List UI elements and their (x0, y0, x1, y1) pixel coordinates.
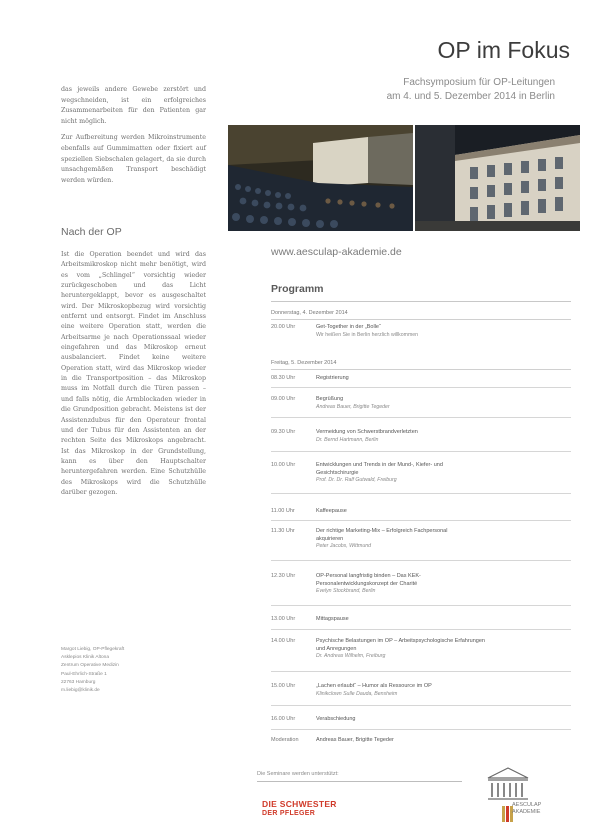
schedule-title: Mittagspause (316, 616, 349, 622)
author-line: Margot Liebig, OP-Pflegekraft (61, 647, 125, 652)
building-photo (415, 125, 580, 231)
schedule-content (316, 573, 476, 596)
subtitle-line: am 4. und 5. Dezember 2014 in Berlin (386, 91, 555, 102)
author-line: Zentrum Operative Medizin (61, 663, 119, 669)
schedule-content (316, 508, 571, 516)
schedule-content (316, 375, 571, 383)
schedule-title: Entwicklungen und Trends in der Mund-, Kiefer- und Gesichtschirurgie (316, 462, 443, 476)
schedule-speaker: Dr. Andreas Wilhelm, Freiburg (316, 653, 386, 660)
schedule-content (316, 462, 451, 485)
sponsor-note: Die Seminare werden unterstützt: (257, 771, 339, 777)
schedule-speaker: Peter Jacobs, Wittmund (316, 543, 372, 550)
author-line: 22763 Hamburg (61, 679, 96, 685)
schedule-speaker: Prof. Dr. Dr. Ralf Gutwald, Freiburg (316, 477, 397, 484)
schedule-title: Kaffeepause (316, 508, 347, 514)
moderator-names: Andreas Bauer, Brigitte Tegeder (316, 737, 394, 743)
divider (271, 369, 571, 370)
schedule-time: 12.30 Uhr (271, 573, 296, 579)
schedule-title: Registrierung (316, 375, 349, 381)
left-intro-text (61, 85, 206, 192)
schedule-content (316, 737, 571, 745)
schedule-speaker: Dr. Bernd Hartmann, Berlin (316, 436, 379, 443)
divider (271, 671, 571, 672)
schedule-time: 13.00 Uhr (271, 616, 296, 622)
divider (271, 319, 571, 320)
author-info (61, 646, 206, 695)
page-title: OP im Fokus (437, 37, 570, 63)
schedule-content (316, 396, 571, 411)
schedule-title: „Lachen erlaubt“ – Humor als Ressource im OP (316, 683, 432, 689)
subtitle-line: Fachsymposium für OP-Leitungen (403, 77, 555, 88)
day-block-friday (271, 360, 571, 370)
moderation-label: Moderation (271, 737, 299, 743)
friday-schedule-list (271, 375, 571, 755)
divider (271, 705, 571, 706)
schedule-time: 08.30 Uhr (271, 375, 296, 381)
schedule-title: Verabschiedung (316, 716, 356, 722)
left-body-text (61, 250, 206, 498)
schedule-time: 11.00 Uhr (271, 508, 295, 514)
body-paragraph: Ist die Operation beendet und wird das Arbeitsmikroskop nicht mehr benötigt, wird es vom „Schlingel“ vorsichtig wieder zurückgeschoben und das Licht heruntergeklappt, bevor es ausgeschaltet wird. Der Mikroskopbezug wird vorsichtig entfernt und entsorgt. Findet im Anschluss eine weitere Operation statt, werden die Arbeitsarme je nach Operationssaal wieder eingefahren und das Mikroskop erneut ausbalanciert. Findet keine weitere Operation statt, wird das Mikroskop wieder in die Transportposition – das Mikroskop muss im Notfall durch die Türen passen – und falls nötig, die Armblockaden wieder in die Grundposition gebracht. Meistens ist der Assistenzdubus für den Operateur frontal und der Tubus für den Assistenten an der rechten Seite des Mikroskops angebracht. Ist das Mikroskop in der Grundstellung, kann es über den Hauptschalter heruntergefahren werden. Eine Schutzhülle des Mikroskops wird die Schutzhülle darüber gezogen. (61, 251, 206, 496)
schedule-speaker: Andreas Bauer, Brigitte Tegeder (316, 403, 390, 410)
logo-line: DER PFLEGER (262, 810, 316, 817)
intro-paragraph-1: das jeweils andere Gewebe zerstört und wegschneiden, ist ein erfolgreiches Zusammenarbeiten für den Patienten gar nicht möglich. (61, 86, 206, 125)
author-email: m.liebig@klinik.de (61, 688, 100, 694)
schedule-content (316, 616, 571, 624)
divider (271, 629, 571, 630)
schedule-row (271, 324, 571, 342)
schedule-time: 11.30 Uhr (271, 528, 295, 534)
schedule-title: Psychische Belastungen im OP – Arbeitspsychologische Erfahrungen und Anregungen (316, 638, 485, 652)
schedule-time: 09.00 Uhr (271, 396, 296, 402)
day-block-thursday (271, 310, 571, 338)
intro-paragraph-2: Zur Aufbereitung werden Mikroinstrumente ebenfalls auf Gummimatten oder fixiert auf speziellen Siebschalen gelagert, da sie durch unsachgemäßen Transport beschädigt werden würden. (61, 134, 206, 184)
divider (271, 605, 571, 606)
schwester-pfleger-logo (262, 800, 337, 818)
author-line: Asklepios Klinik Altona (61, 655, 109, 661)
schedule-content (316, 429, 571, 444)
schedule-title: Begrüßung (316, 396, 344, 402)
divider (271, 387, 571, 388)
schedule-title: Der richtige Marketing-Mix – Erfolgreich Fachpersonal akquirieren (316, 528, 448, 542)
divider (271, 520, 571, 521)
logo-line: AESCULAP (512, 802, 542, 808)
schedule-time: 20.00 Uhr (271, 324, 296, 330)
schedule-title: Get-Together in der „Bolle“ (316, 324, 381, 330)
schedule-time: 14.00 Uhr (271, 638, 296, 644)
schedule-title: Vermeidung von Schwerstbrandverletzten (316, 429, 418, 435)
divider (271, 729, 571, 730)
day-label: Freitag, 5. Dezember 2014 (271, 360, 337, 366)
schedule-content (316, 683, 571, 698)
logo-line: DIE SCHWESTER (262, 799, 337, 809)
divider (271, 417, 571, 418)
schedule-content (316, 716, 571, 724)
schedule-time: 16.00 Uhr (271, 716, 296, 722)
aesculap-akademie-text (512, 802, 541, 816)
divider (271, 451, 571, 452)
website-link[interactable]: www.aesculap-akademie.de (271, 246, 402, 258)
lecture-hall-photo (228, 125, 413, 231)
logo-line: AKADEMIE (512, 809, 541, 815)
schedule-time: 15.00 Uhr (271, 683, 296, 689)
day-label: Donnerstag, 4. Dezember 2014 (271, 310, 348, 316)
schedule-content (316, 324, 571, 339)
schedule-time: 09.30 Uhr (271, 429, 296, 435)
schedule-speaker: Klinikclown Sulle Dauda, Bensheim (316, 690, 398, 697)
schedule-subtitle: Wir heißen Sie in Berlin herzlich willkommen (316, 331, 419, 338)
schedule-time: 10.00 Uhr (271, 462, 296, 468)
author-line: Paul-Ehrlich-Straße 1 (61, 671, 107, 677)
schedule-content (316, 638, 486, 661)
program-heading: Programm (271, 283, 324, 295)
schedule-content (316, 528, 451, 551)
divider (271, 301, 571, 302)
section-heading-nach-der-op: Nach der OP (61, 226, 122, 238)
page-subtitle (300, 76, 555, 104)
schedule-title: OP-Personal langfristig binden – Das KEK-Personalentwicklungskonzept der Charité (316, 573, 421, 587)
divider (271, 560, 571, 561)
divider (271, 493, 571, 494)
schedule-speaker: Evelyn Stockbrand, Berlin (316, 588, 376, 595)
divider (257, 781, 462, 782)
